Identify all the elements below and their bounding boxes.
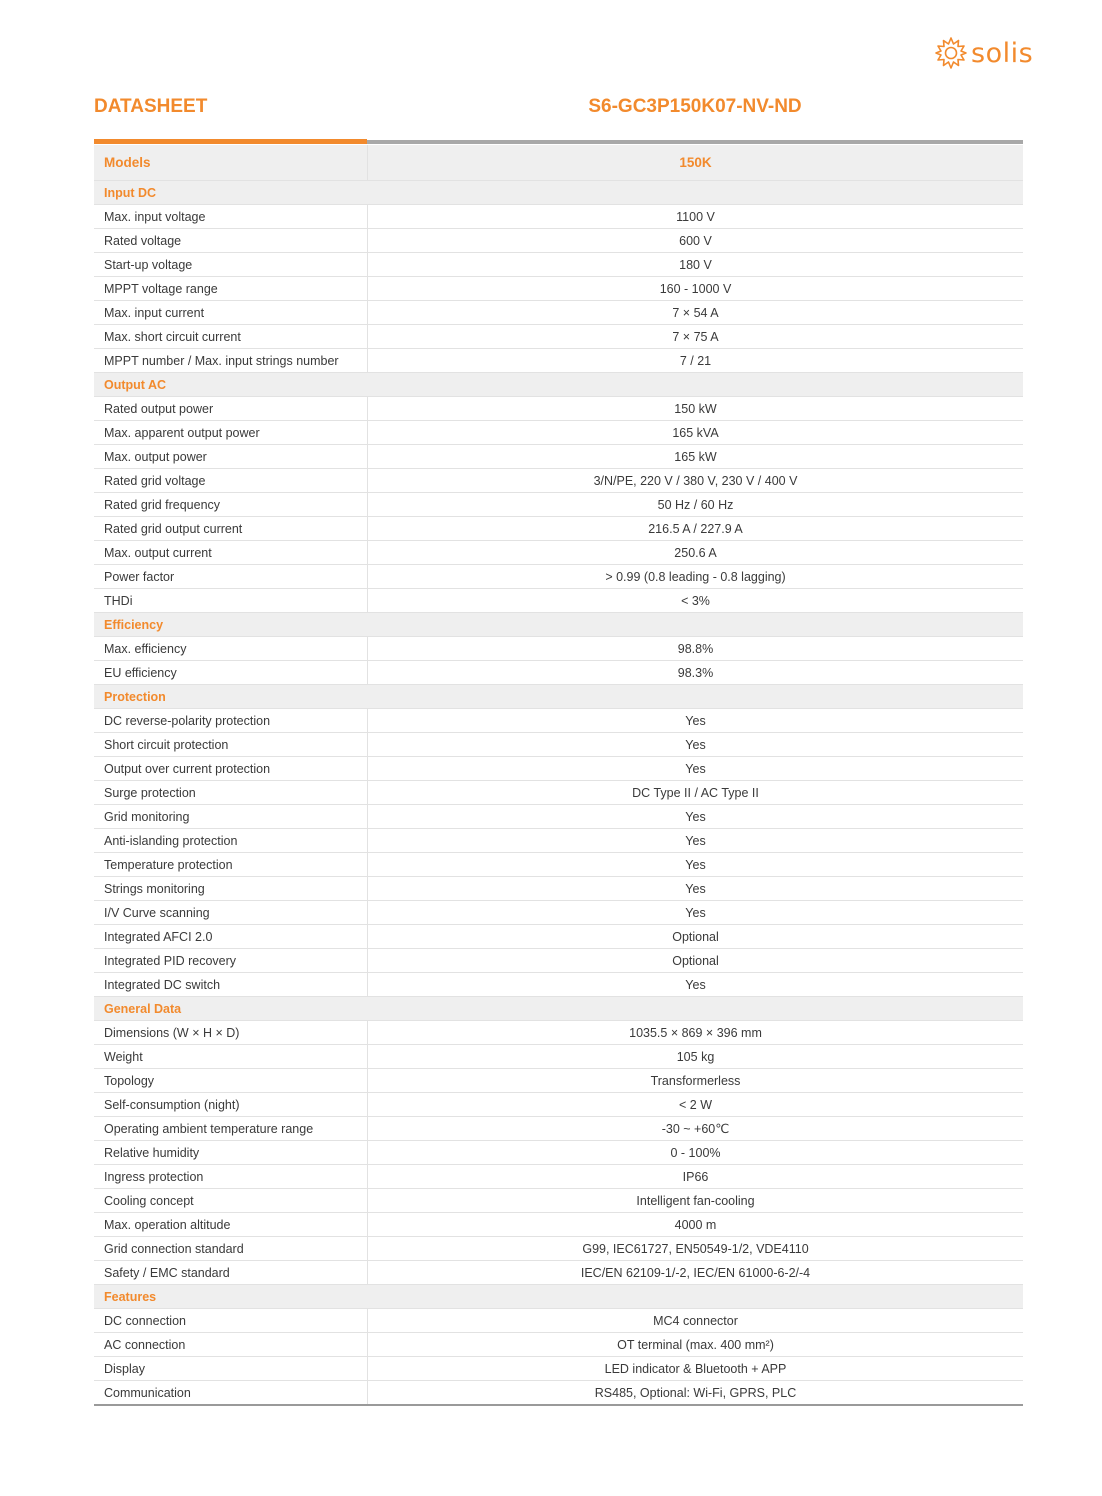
- spec-label: Max. operation altitude: [94, 1213, 368, 1237]
- spec-table: [94, 145, 1023, 1406]
- spec-value: Intelligent fan-cooling: [368, 1189, 1024, 1213]
- spec-label: Grid monitoring: [94, 805, 368, 829]
- models-row: [94, 145, 1023, 181]
- spec-row: [94, 325, 1023, 349]
- spec-row: [94, 493, 1023, 517]
- spec-row: [94, 469, 1023, 493]
- spec-value: RS485, Optional: Wi-Fi, GPRS, PLC: [368, 1381, 1024, 1406]
- spec-label: Cooling concept: [94, 1189, 368, 1213]
- spec-value: 105 kg: [368, 1045, 1024, 1069]
- spec-label: Rated grid voltage: [94, 469, 368, 493]
- spec-label: Rated grid frequency: [94, 493, 368, 517]
- spec-label: Temperature protection: [94, 853, 368, 877]
- spec-row: [94, 1213, 1023, 1237]
- spec-row: [94, 925, 1023, 949]
- spec-value: OT terminal (max. 400 mm²): [368, 1333, 1024, 1357]
- spec-value: Yes: [368, 853, 1024, 877]
- sun-logo-icon: [934, 36, 968, 70]
- spec-value: 216.5 A / 227.9 A: [368, 517, 1024, 541]
- spec-row: [94, 1237, 1023, 1261]
- spec-label: I/V Curve scanning: [94, 901, 368, 925]
- spec-row: [94, 1069, 1023, 1093]
- spec-row: [94, 805, 1023, 829]
- models-label: Models: [94, 145, 368, 181]
- spec-label: Max. output power: [94, 445, 368, 469]
- spec-label: Strings monitoring: [94, 877, 368, 901]
- spec-value: Yes: [368, 805, 1024, 829]
- spec-label: Rated grid output current: [94, 517, 368, 541]
- spec-value: 0 - 100%: [368, 1141, 1024, 1165]
- spec-row: [94, 253, 1023, 277]
- spec-value: < 2 W: [368, 1093, 1024, 1117]
- spec-label: Short circuit protection: [94, 733, 368, 757]
- spec-value: < 3%: [368, 589, 1024, 613]
- spec-label: MPPT number / Max. input strings number: [94, 349, 368, 373]
- spec-row: [94, 1045, 1023, 1069]
- spec-label: Grid connection standard: [94, 1237, 368, 1261]
- models-value: 150K: [368, 145, 1024, 181]
- spec-value: Optional: [368, 949, 1024, 973]
- spec-row: [94, 949, 1023, 973]
- model-code: S6-GC3P150K07-NV-ND: [588, 96, 802, 117]
- spec-value: Yes: [368, 709, 1024, 733]
- spec-value: 165 kW: [368, 445, 1024, 469]
- spec-row: [94, 397, 1023, 421]
- spec-value: 1035.5 × 869 × 396 mm: [368, 1021, 1024, 1045]
- spec-row: [94, 661, 1023, 685]
- spec-row: [94, 901, 1023, 925]
- spec-row: [94, 1357, 1023, 1381]
- spec-value: 7 × 54 A: [368, 301, 1024, 325]
- section-header: [94, 181, 1023, 205]
- brand-logo: [934, 36, 1033, 70]
- spec-row: [94, 1261, 1023, 1285]
- spec-label: Power factor: [94, 565, 368, 589]
- spec-value: Yes: [368, 973, 1024, 997]
- spec-value: 1100 V: [368, 205, 1024, 229]
- spec-value: 165 kVA: [368, 421, 1024, 445]
- section-title: Features: [94, 1285, 1023, 1309]
- spec-row: [94, 853, 1023, 877]
- section-header: [94, 997, 1023, 1021]
- document-title: DATASHEET: [94, 96, 208, 117]
- spec-label: Relative humidity: [94, 1141, 368, 1165]
- spec-label: Topology: [94, 1069, 368, 1093]
- section-header: [94, 613, 1023, 637]
- spec-value: -30 ~ +60℃: [368, 1117, 1024, 1141]
- spec-label: MPPT voltage range: [94, 277, 368, 301]
- header-accent-bar: [94, 139, 367, 144]
- spec-label: Max. efficiency: [94, 637, 368, 661]
- spec-row: [94, 1117, 1023, 1141]
- section-header: [94, 1285, 1023, 1309]
- spec-row: [94, 229, 1023, 253]
- spec-label: EU efficiency: [94, 661, 368, 685]
- section-title: Efficiency: [94, 613, 1023, 637]
- spec-label: Start-up voltage: [94, 253, 368, 277]
- spec-value: LED indicator & Bluetooth + APP: [368, 1357, 1024, 1381]
- spec-row: [94, 349, 1023, 373]
- spec-label: Communication: [94, 1381, 368, 1406]
- spec-row: [94, 589, 1023, 613]
- spec-row: [94, 445, 1023, 469]
- spec-label: AC connection: [94, 1333, 368, 1357]
- spec-value: 180 V: [368, 253, 1024, 277]
- spec-row: [94, 301, 1023, 325]
- spec-value: IEC/EN 62109-1/-2, IEC/EN 61000-6-2/-4: [368, 1261, 1024, 1285]
- spec-row: [94, 1165, 1023, 1189]
- spec-label: Self-consumption (night): [94, 1093, 368, 1117]
- spec-label: Max. input current: [94, 301, 368, 325]
- spec-row: [94, 637, 1023, 661]
- spec-label: Rated voltage: [94, 229, 368, 253]
- spec-row: [94, 733, 1023, 757]
- spec-value: 4000 m: [368, 1213, 1024, 1237]
- section-title: Output AC: [94, 373, 1023, 397]
- spec-value: 600 V: [368, 229, 1024, 253]
- spec-row: [94, 781, 1023, 805]
- spec-value: 7 / 21: [368, 349, 1024, 373]
- section-header: [94, 373, 1023, 397]
- spec-row: [94, 205, 1023, 229]
- spec-row: [94, 1141, 1023, 1165]
- spec-value: 50 Hz / 60 Hz: [368, 493, 1024, 517]
- spec-value: DC Type II / AC Type II: [368, 781, 1024, 805]
- spec-row: [94, 277, 1023, 301]
- spec-value: > 0.99 (0.8 leading - 0.8 lagging): [368, 565, 1024, 589]
- spec-row: [94, 1309, 1023, 1333]
- spec-row: [94, 565, 1023, 589]
- spec-row: [94, 877, 1023, 901]
- spec-row: [94, 421, 1023, 445]
- spec-label: DC reverse-polarity protection: [94, 709, 368, 733]
- spec-row: [94, 541, 1023, 565]
- spec-value: 7 × 75 A: [368, 325, 1024, 349]
- spec-label: Max. input voltage: [94, 205, 368, 229]
- spec-label: Max. short circuit current: [94, 325, 368, 349]
- spec-label: Rated output power: [94, 397, 368, 421]
- spec-row: [94, 1093, 1023, 1117]
- spec-label: Max. output current: [94, 541, 368, 565]
- spec-row: [94, 757, 1023, 781]
- spec-value: 150 kW: [368, 397, 1024, 421]
- spec-row: [94, 709, 1023, 733]
- spec-label: Operating ambient temperature range: [94, 1117, 368, 1141]
- spec-label: Anti-islanding protection: [94, 829, 368, 853]
- spec-value: Yes: [368, 757, 1024, 781]
- spec-row: [94, 1333, 1023, 1357]
- spec-value: G99, IEC61727, EN50549-1/2, VDE4110: [368, 1237, 1024, 1261]
- spec-value: 98.8%: [368, 637, 1024, 661]
- brand-name: solis: [971, 37, 1034, 69]
- spec-row: [94, 1381, 1023, 1406]
- spec-value: 98.3%: [368, 661, 1024, 685]
- spec-value: MC4 connector: [368, 1309, 1024, 1333]
- spec-value: Yes: [368, 901, 1024, 925]
- spec-value: 3/N/PE, 220 V / 380 V, 230 V / 400 V: [368, 469, 1024, 493]
- spec-label: Max. apparent output power: [94, 421, 368, 445]
- spec-label: THDi: [94, 589, 368, 613]
- spec-label: Display: [94, 1357, 368, 1381]
- spec-row: [94, 829, 1023, 853]
- spec-label: Output over current protection: [94, 757, 368, 781]
- spec-value: 250.6 A: [368, 541, 1024, 565]
- spec-row: [94, 1189, 1023, 1213]
- spec-label: DC connection: [94, 1309, 368, 1333]
- spec-row: [94, 1021, 1023, 1045]
- section-title: Protection: [94, 685, 1023, 709]
- spec-label: Integrated DC switch: [94, 973, 368, 997]
- section-title: Input DC: [94, 181, 1023, 205]
- spec-value: Yes: [368, 829, 1024, 853]
- spec-value: Yes: [368, 733, 1024, 757]
- spec-label: Integrated PID recovery: [94, 949, 368, 973]
- spec-value: Transformerless: [368, 1069, 1024, 1093]
- header-divider-bar: [367, 140, 1023, 144]
- spec-label: Integrated AFCI 2.0: [94, 925, 368, 949]
- section-title: General Data: [94, 997, 1023, 1021]
- spec-value: Optional: [368, 925, 1024, 949]
- section-header: [94, 685, 1023, 709]
- spec-value: 160 - 1000 V: [368, 277, 1024, 301]
- spec-value: IP66: [368, 1165, 1024, 1189]
- spec-value: Yes: [368, 877, 1024, 901]
- spec-label: Surge protection: [94, 781, 368, 805]
- spec-label: Weight: [94, 1045, 368, 1069]
- spec-row: [94, 517, 1023, 541]
- spec-label: Ingress protection: [94, 1165, 368, 1189]
- spec-label: Dimensions (W × H × D): [94, 1021, 368, 1045]
- spec-label: Safety / EMC standard: [94, 1261, 368, 1285]
- spec-row: [94, 973, 1023, 997]
